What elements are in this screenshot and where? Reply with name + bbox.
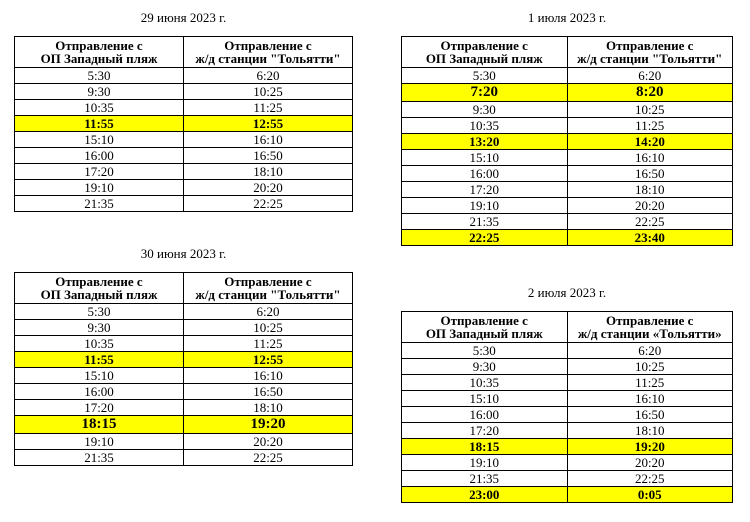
departure-west-beach-time: 17:20 xyxy=(15,400,184,416)
schedule-table xyxy=(14,36,353,212)
table-row xyxy=(15,304,353,320)
departure-west-beach-time: 17:20 xyxy=(402,182,568,198)
table-row xyxy=(15,450,353,466)
table-row xyxy=(15,336,353,352)
departure-tolyatti-time: 12:55 xyxy=(184,352,353,368)
departure-tolyatti-time: 18:10 xyxy=(567,182,733,198)
departure-west-beach-time: 9:30 xyxy=(15,84,184,100)
table-row xyxy=(15,132,353,148)
departure-tolyatti-time: 11:25 xyxy=(567,118,733,134)
table-row xyxy=(402,439,733,455)
table-row xyxy=(15,352,353,368)
departure-tolyatti-time: 10:25 xyxy=(567,359,733,375)
departure-tolyatti-time: 12:55 xyxy=(184,116,353,132)
departure-tolyatti-time: 20:20 xyxy=(567,198,733,214)
departure-tolyatti-time: 18:10 xyxy=(184,164,353,180)
departure-tolyatti-time: 10:25 xyxy=(184,84,353,100)
table-row xyxy=(402,166,733,182)
table-row xyxy=(402,359,733,375)
departure-west-beach-time: 21:35 xyxy=(402,214,568,230)
header-departure-west-beach xyxy=(402,312,568,343)
departure-tolyatti-time: 20:20 xyxy=(567,455,733,471)
departure-tolyatti-time: 19:20 xyxy=(184,416,353,434)
departure-west-beach-time: 10:35 xyxy=(15,100,184,116)
table-row xyxy=(15,416,353,434)
header-line: Отправление с xyxy=(224,38,312,53)
header-line: Отправление с xyxy=(55,38,143,53)
schedule-table xyxy=(14,272,353,466)
departure-tolyatti-time: 16:50 xyxy=(567,407,733,423)
departure-tolyatti-time: 22:25 xyxy=(567,214,733,230)
table-header-row xyxy=(402,37,733,68)
departure-tolyatti-time: 22:25 xyxy=(567,471,733,487)
table-row xyxy=(402,230,733,246)
table-row xyxy=(402,198,733,214)
header-departure-west-beach xyxy=(15,273,184,304)
table-row xyxy=(15,100,353,116)
schedule-2-july xyxy=(401,285,733,503)
schedule-table xyxy=(401,311,733,503)
departure-west-beach-time: 15:10 xyxy=(402,150,568,166)
table-row xyxy=(15,84,353,100)
header-line: Отправление с xyxy=(224,274,312,289)
departure-tolyatti-time: 20:20 xyxy=(184,434,353,450)
departure-tolyatti-time: 16:10 xyxy=(184,368,353,384)
departure-west-beach-time: 17:20 xyxy=(402,423,568,439)
header-departure-tolyatti-station xyxy=(567,37,733,68)
departure-west-beach-time: 11:55 xyxy=(15,352,184,368)
departure-tolyatti-time: 16:50 xyxy=(184,148,353,164)
departure-west-beach-time: 5:30 xyxy=(15,68,184,84)
departure-tolyatti-time: 16:10 xyxy=(567,391,733,407)
table-row xyxy=(402,68,733,84)
departure-tolyatti-time: 23:40 xyxy=(567,230,733,246)
table-row xyxy=(402,407,733,423)
departure-west-beach-time: 19:10 xyxy=(402,455,568,471)
departure-west-beach-time: 19:10 xyxy=(15,434,184,450)
table-row xyxy=(15,164,353,180)
table-row xyxy=(402,150,733,166)
header-line: ж/д станции "Тольятти" xyxy=(577,51,723,66)
departure-west-beach-time: 19:10 xyxy=(402,198,568,214)
table-row xyxy=(15,68,353,84)
departure-west-beach-time: 15:10 xyxy=(402,391,568,407)
schedule-29-june xyxy=(14,10,353,212)
table-row xyxy=(15,320,353,336)
departure-tolyatti-time: 6:20 xyxy=(184,304,353,320)
departure-west-beach-time: 10:35 xyxy=(402,375,568,391)
departure-tolyatti-time: 16:10 xyxy=(567,150,733,166)
departure-west-beach-time: 16:00 xyxy=(402,407,568,423)
departure-tolyatti-time: 18:10 xyxy=(184,400,353,416)
departure-tolyatti-time: 22:25 xyxy=(184,450,353,466)
departure-west-beach-time: 9:30 xyxy=(15,320,184,336)
schedule-table xyxy=(401,36,733,246)
schedule-date: 1 июля 2023 г. xyxy=(527,10,607,25)
departure-tolyatti-time: 22:25 xyxy=(184,196,353,212)
departure-tolyatti-time: 18:10 xyxy=(567,423,733,439)
table-row xyxy=(402,182,733,198)
departure-tolyatti-time: 10:25 xyxy=(567,102,733,118)
table-row xyxy=(402,134,733,150)
table-row xyxy=(15,148,353,164)
schedule-date: 29 июня 2023 г. xyxy=(140,10,227,25)
schedule-1-july xyxy=(401,10,733,246)
table-row xyxy=(402,214,733,230)
departure-west-beach-time: 21:35 xyxy=(402,471,568,487)
departure-tolyatti-time: 8:20 xyxy=(567,84,733,102)
departure-west-beach-time: 5:30 xyxy=(15,304,184,320)
table-row xyxy=(402,118,733,134)
departure-west-beach-time: 10:35 xyxy=(15,336,184,352)
departure-west-beach-time: 5:30 xyxy=(402,68,568,84)
departure-west-beach-time: 23:00 xyxy=(402,487,568,503)
header-departure-west-beach xyxy=(15,37,184,68)
departure-west-beach-time: 10:35 xyxy=(402,118,568,134)
header-line: Отправление с xyxy=(440,38,528,53)
table-row xyxy=(402,375,733,391)
departure-tolyatti-time: 11:25 xyxy=(567,375,733,391)
header-line: ж/д станции "Тольятти" xyxy=(195,287,341,302)
table-row xyxy=(402,84,733,102)
departure-tolyatti-time: 6:20 xyxy=(567,68,733,84)
departure-tolyatti-time: 19:20 xyxy=(567,439,733,455)
table-row xyxy=(15,180,353,196)
departure-west-beach-time: 18:15 xyxy=(15,416,184,434)
departure-west-beach-time: 13:20 xyxy=(402,134,568,150)
table-row xyxy=(15,384,353,400)
departure-tolyatti-time: 20:20 xyxy=(184,180,353,196)
table-row xyxy=(402,423,733,439)
departure-west-beach-time: 15:10 xyxy=(15,132,184,148)
header-departure-tolyatti-station xyxy=(184,37,353,68)
header-line: ОП Западный пляж xyxy=(425,51,543,66)
table-row xyxy=(402,471,733,487)
header-line: Отправление с xyxy=(55,274,143,289)
table-row xyxy=(402,102,733,118)
departure-west-beach-time: 21:35 xyxy=(15,196,184,212)
departure-tolyatti-time: 16:50 xyxy=(184,384,353,400)
schedule-date: 30 июня 2023 г. xyxy=(140,246,227,261)
departure-west-beach-time: 22:25 xyxy=(402,230,568,246)
departure-tolyatti-time: 16:50 xyxy=(567,166,733,182)
table-header-row xyxy=(15,37,353,68)
header-line: ОП Западный пляж xyxy=(425,326,543,341)
table-header-row xyxy=(15,273,353,304)
departure-tolyatti-time: 16:10 xyxy=(184,132,353,148)
departure-west-beach-time: 9:30 xyxy=(402,359,568,375)
header-line: Отправление с xyxy=(440,313,528,328)
header-line: ж/д станции «Тольятти» xyxy=(577,326,722,341)
table-row xyxy=(15,116,353,132)
departure-tolyatti-time: 6:20 xyxy=(184,68,353,84)
header-line: ж/д станции "Тольятти" xyxy=(195,51,341,66)
departure-west-beach-time: 16:00 xyxy=(15,384,184,400)
departure-west-beach-time: 16:00 xyxy=(15,148,184,164)
departure-west-beach-time: 7:20 xyxy=(402,84,568,102)
schedule-date: 2 июля 2023 г. xyxy=(527,285,607,300)
table-row xyxy=(402,487,733,503)
departure-west-beach-time: 16:00 xyxy=(402,166,568,182)
departure-tolyatti-time: 11:25 xyxy=(184,100,353,116)
table-row xyxy=(15,368,353,384)
departure-tolyatti-time: 10:25 xyxy=(184,320,353,336)
header-departure-tolyatti-station xyxy=(184,273,353,304)
header-departure-tolyatti-station xyxy=(567,312,733,343)
table-row xyxy=(15,434,353,450)
departure-tolyatti-time: 11:25 xyxy=(184,336,353,352)
departure-west-beach-time: 11:55 xyxy=(15,116,184,132)
header-line: Отправление с xyxy=(606,313,694,328)
header-line: Отправление с xyxy=(606,38,694,53)
departure-tolyatti-time: 14:20 xyxy=(567,134,733,150)
table-row xyxy=(402,343,733,359)
table-header-row xyxy=(402,312,733,343)
departure-west-beach-time: 17:20 xyxy=(15,164,184,180)
schedule-30-june xyxy=(14,246,353,466)
table-row xyxy=(402,455,733,471)
departure-west-beach-time: 19:10 xyxy=(15,180,184,196)
table-row xyxy=(15,196,353,212)
departure-west-beach-time: 9:30 xyxy=(402,102,568,118)
departure-west-beach-time: 21:35 xyxy=(15,450,184,466)
header-line: ОП Западный пляж xyxy=(40,51,158,66)
departure-west-beach-time: 5:30 xyxy=(402,343,568,359)
table-row xyxy=(402,391,733,407)
departure-west-beach-time: 15:10 xyxy=(15,368,184,384)
header-departure-west-beach xyxy=(402,37,568,68)
departure-tolyatti-time: 6:20 xyxy=(567,343,733,359)
table-row xyxy=(15,400,353,416)
departure-tolyatti-time: 0:05 xyxy=(567,487,733,503)
header-line: ОП Западный пляж xyxy=(40,287,158,302)
departure-west-beach-time: 18:15 xyxy=(402,439,568,455)
